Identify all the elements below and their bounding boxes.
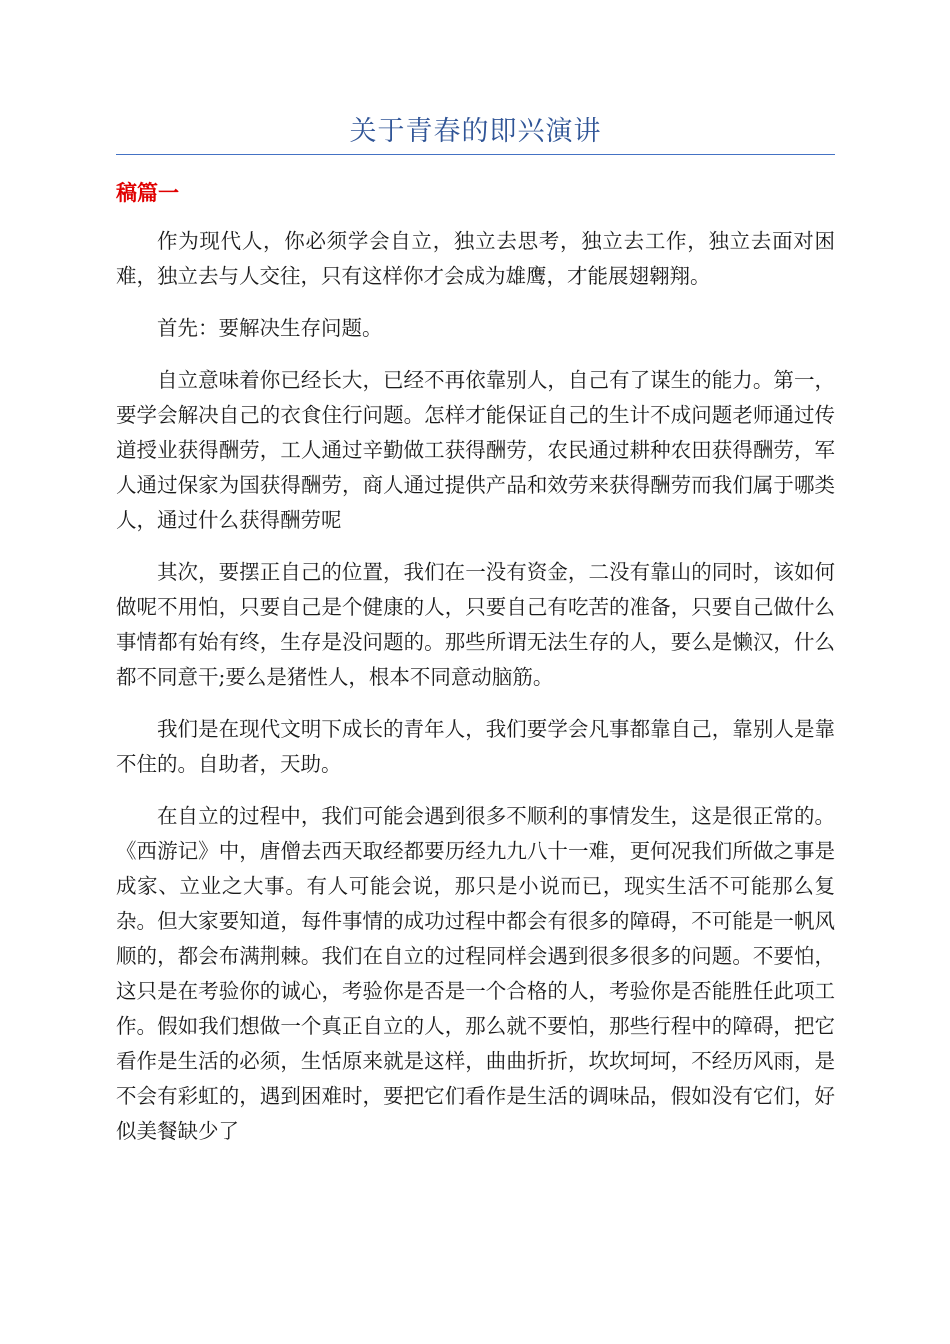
paragraph-4: 其次，要摆正自己的位置，我们在一没有资金，二没有靠山的同时，该如何做呢不用怕，只要自己是个健康的人，只要自己有吃苦的准备，只要自己做什么事情都有始有终，生存是没问题的。那些所谓无法生存的人，要么是懒汉，什么都不同意干;要么是猪性人，根本不同意动脑筋。 [116,560,835,689]
paragraph-1: 作为现代人，你必须学会自立，独立去思考，独立去工作，独立去面对困难，独立去与人交往，只有这样你才会成为雄鹰，才能展翅翱翔。 [116,229,835,288]
body-text [116,224,835,1166]
paragraph-5: 我们是在现代文明下成长的青年人，我们要学会凡事都靠自己，靠别人是靠不住的。自助者，天助。 [116,717,835,776]
paragraph-3: 自立意味着你已经长大，已经不再依靠别人，自己有了谋生的能力。第一，要学会解决自己的衣食住行问题。怎样才能保证自己的生计不成问题老师通过传道授业获得酬劳，工人通过辛勤做工获得酬劳，农民通过耕种农田获得酬劳，军人通过保家为国获得酬劳，商人通过提供产品和效劳来获得酬劳而我们属于哪类人，通过什么获得酬劳呢 [116,368,835,532]
document-title: 关于青春的即兴演讲 [349,116,602,147]
paragraph-2: 首先：要解决生存问题。 [157,316,383,340]
paragraph-6: 在自立的过程中，我们可能会遇到很多不顺利的事情发生，这是很正常的。《西游记》中，唐僧去西天取经都要历经九九八十一难，更何况我们所做之事是成家、立业之大事。有人可能会说，那只是小说而已，现实生活不可能那么复杂。但大家要知道，每件事情的成功过程中都会有很多的障碍，不可能是一帆风顺的，都会布满荆棘。我们在自立的过程同样会遇到很多很多的问题。不要怕，这只是在考验你的诚心，考验你是否是一个合格的人，考验你是否能胜任此项工作。假如我们想做一个真正自立的人，那么就不要怕，那些行程中的障碍，把它看作是生活的必须，生恬原来就是这样，曲曲折折，坎坎坷坷，不经历风雨，是不会有彩虹的，遇到困难时，要把它们看作是生活的调味品，假如没有它们，好似美餐缺少了 [116,804,835,1143]
section-heading: 稿篇一 [116,181,179,205]
title-underline [116,154,835,155]
